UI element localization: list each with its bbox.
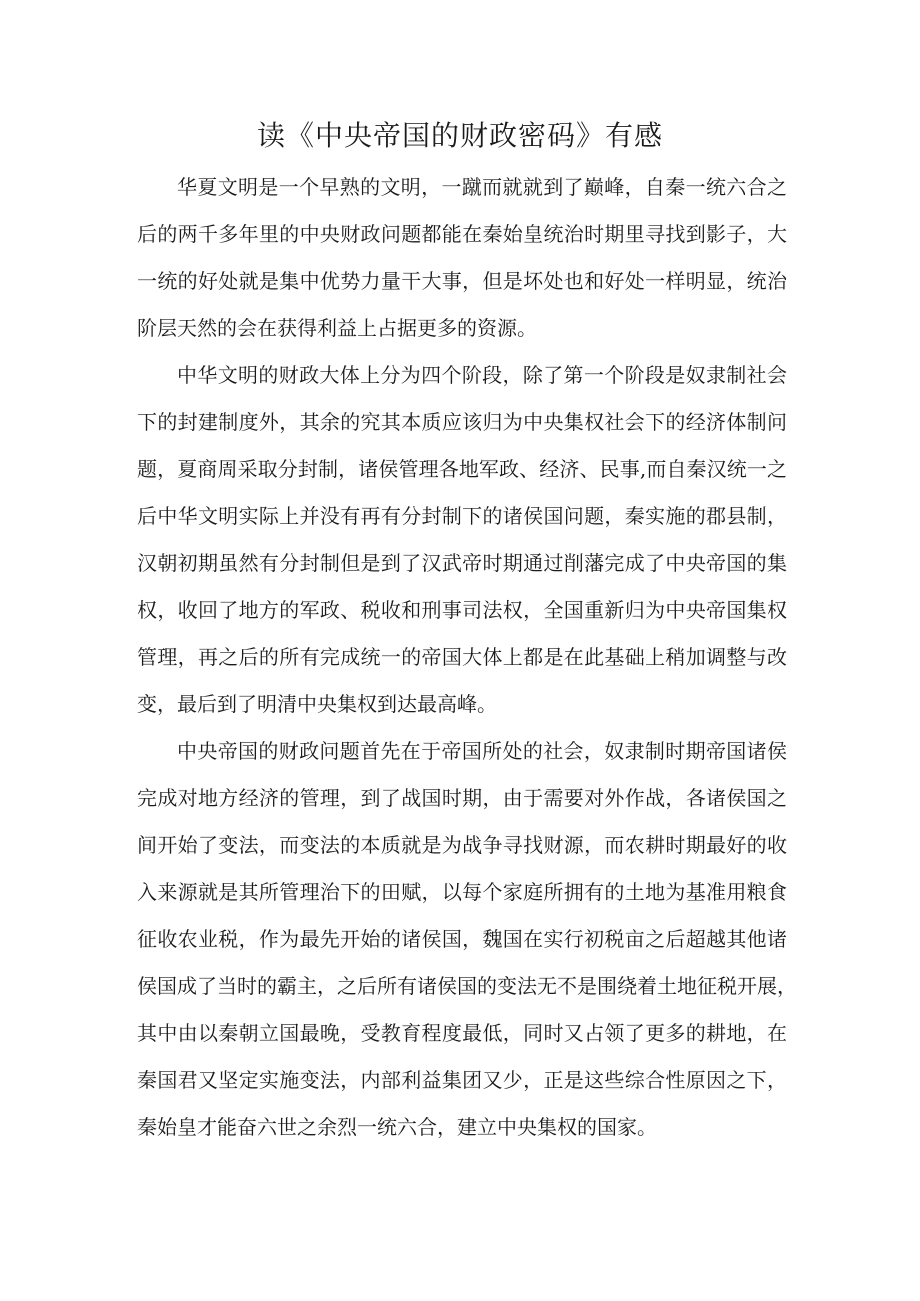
paragraph-line: 下的封建制度外，其余的究其本质应该归为中央集权社会下的经济体制问 <box>137 410 787 434</box>
paragraph-line: 汉朝初期虽然有分封制但是到了汉武帝时期通过削藩完成了中央帝国的集 <box>137 551 787 575</box>
paragraph-line: 后中华文明实际上并没有再有分封制下的诸侯国问题，秦实施的郡县制， <box>137 504 787 528</box>
paragraph-line: 权，收回了地方的军政、税收和刑事司法权，全国重新归为中央帝国集权 <box>137 598 787 622</box>
paragraph-line: 管理，再之后的所有完成统一的帝国大体上都是在此基础上稍加调整与改 <box>137 645 787 669</box>
paragraph-line: 华夏文明是一个早熟的文明，一蹴而就就到了巅峰，自秦一统六合之 <box>177 175 787 199</box>
paragraph-1 <box>137 164 787 352</box>
paragraph-line: 其中由以秦朝立国最晚，受教育程度最低，同时又占领了更多的耕地，在 <box>137 1021 787 1045</box>
paragraph-2 <box>137 352 787 728</box>
paragraph-line: 变，最后到了明清中央集权到达最高峰。 <box>137 692 497 716</box>
paragraph-line: 后的两千多年里的中央财政问题都能在秦始皇统治时期里寻找到影子，大 <box>137 222 787 246</box>
paragraph-line: 完成对地方经济的管理，到了战国时期，由于需要对外作战，各诸侯国之 <box>137 786 787 810</box>
paragraph-line: 秦始皇才能奋六世之余烈一统六合，建立中央集权的国家。 <box>137 1115 657 1139</box>
paragraph-line: 题，夏商周采取分封制，诸侯管理各地军政、经济、民事,而自秦汉统一之 <box>137 457 787 481</box>
document-body <box>137 164 797 1151</box>
paragraph-line: 入来源就是其所管理治下的田赋，以每个家庭所拥有的土地为基准用粮食 <box>137 880 787 904</box>
paragraph-line: 侯国成了当时的霸主，之后所有诸侯国的变法无不是围绕着土地征税开展， <box>137 974 797 998</box>
paragraph-line: 中央帝国的财政问题首先在于帝国所处的社会，奴隶制时期帝国诸侯 <box>177 739 787 763</box>
paragraph-line: 征收农业税，作为最先开始的诸侯国，魏国在实行初税亩之后超越其他诸 <box>137 927 787 951</box>
paragraph-line: 秦国君又坚定实施变法，内部利益集团又少，正是这些综合性原因之下， <box>137 1068 787 1092</box>
paragraph-line: 中华文明的财政大体上分为四个阶段，除了第一个阶段是奴隶制社会 <box>177 363 787 387</box>
paragraph-line: 间开始了变法，而变法的本质就是为战争寻找财源，而农耕时期最好的收 <box>137 833 787 857</box>
paragraph-3 <box>137 728 797 1151</box>
paragraph-line: 一统的好处就是集中优势力量干大事，但是坏处也和好处一样明显，统治 <box>137 269 787 293</box>
paragraph-line: 阶层天然的会在获得利益上占据更多的资源。 <box>137 316 537 340</box>
document-title: 读《中央帝国的财政密码》有感 <box>256 119 663 152</box>
